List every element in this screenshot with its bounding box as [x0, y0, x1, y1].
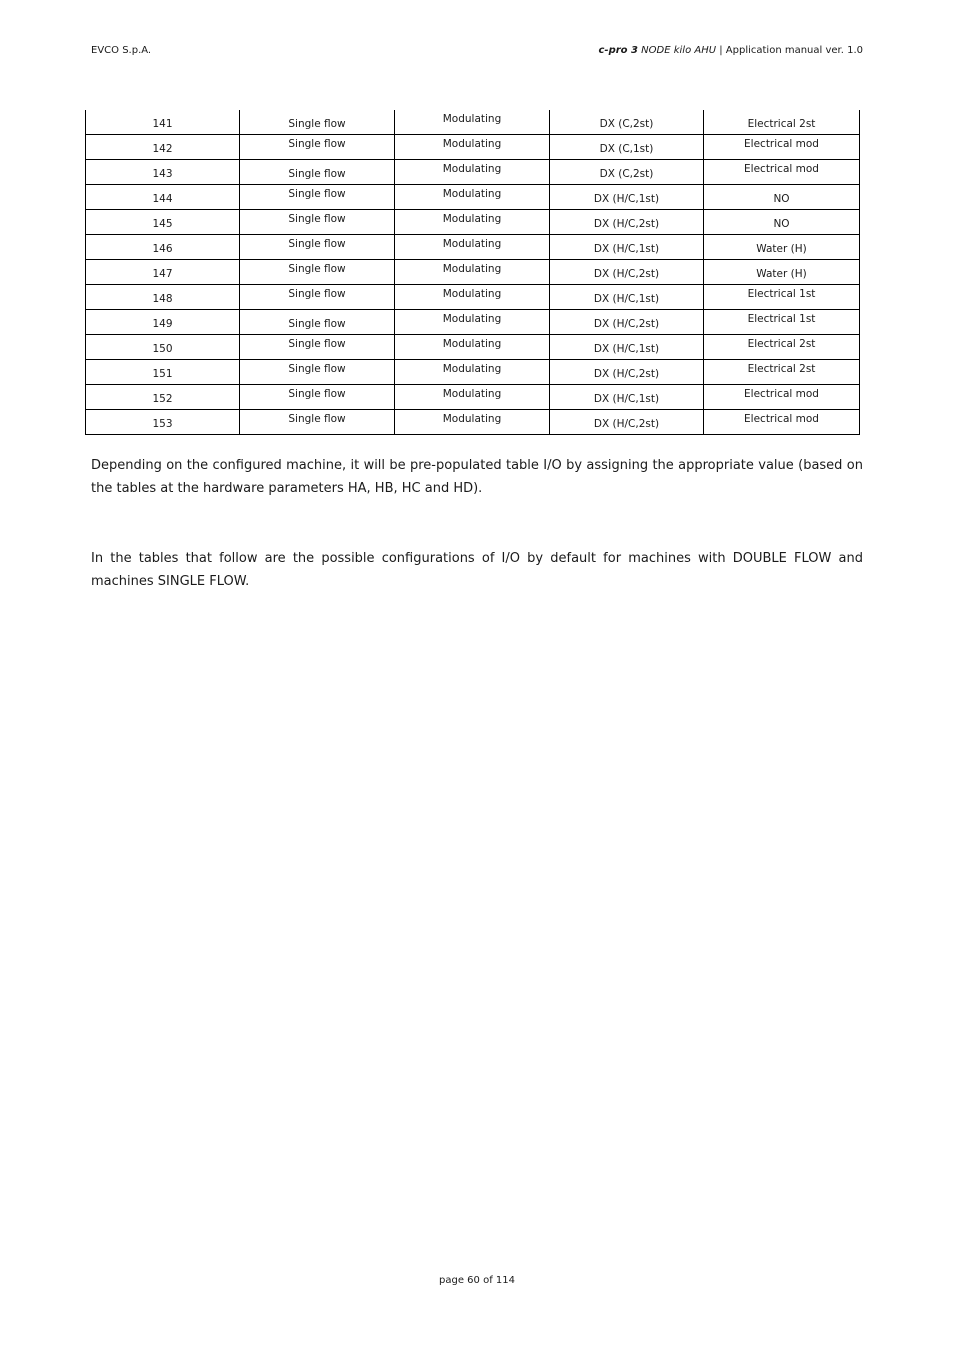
table-cell-cooling-type	[550, 360, 704, 385]
table-cell-text: Single flow	[288, 263, 346, 275]
table-cell-text: 152	[152, 393, 173, 405]
table-cell-text: Electrical 1st	[747, 288, 816, 300]
table-cell-flow-type	[240, 210, 395, 235]
table-cell-flow-type	[240, 160, 395, 185]
table-cell-config-number	[86, 385, 240, 410]
table-cell-text: Single flow	[288, 168, 346, 180]
table-cell-fan-type	[395, 310, 550, 335]
paragraph-default-configurations: In the tables that follow are the possible configurations of I/O by default for machines with DOUBLE FLOW and machines SINGLE FLOW.	[91, 551, 863, 589]
table-cell-text: Modulating	[442, 413, 502, 425]
table-cell-text: 145	[152, 218, 173, 230]
table-cell-text: Single flow	[288, 413, 346, 425]
configuration-table-body	[86, 110, 860, 435]
table-cell-text: Single flow	[288, 318, 346, 330]
table-cell-config-number	[86, 135, 240, 160]
table-cell-text: Electrical 1st	[747, 313, 816, 325]
table-cell-flow-type	[240, 135, 395, 160]
table-cell-text: Electrical mod	[744, 163, 819, 175]
table-cell-flow-type	[240, 410, 395, 435]
table-cell-cooling-type	[550, 260, 704, 285]
table-cell-config-number	[86, 410, 240, 435]
table-cell-config-number	[86, 185, 240, 210]
table-cell-config-number	[86, 235, 240, 260]
table-cell-heating-type	[704, 360, 860, 385]
table-cell-text: Single flow	[288, 238, 346, 250]
table-cell-heating-type	[704, 260, 860, 285]
table-row	[86, 360, 860, 385]
header-manual-version: | Application manual ver. 1.0	[719, 45, 863, 56]
table-cell-text: Single flow	[288, 288, 346, 300]
table-cell-text: 153	[152, 418, 173, 430]
table-cell-cooling-type	[550, 335, 704, 360]
table-cell-fan-type	[395, 160, 550, 185]
table-cell-text: DX (H/C,2st)	[593, 268, 660, 280]
table-cell-config-number	[86, 210, 240, 235]
table-cell-text: DX (H/C,2st)	[593, 318, 660, 330]
table-cell-text: Modulating	[442, 188, 502, 200]
table-row	[86, 260, 860, 285]
table-cell-heating-type	[704, 310, 860, 335]
table-cell-cooling-type	[550, 285, 704, 310]
table-cell-config-number	[86, 260, 240, 285]
table-row	[86, 235, 860, 260]
table-cell-text: DX (H/C,2st)	[593, 218, 660, 230]
table-cell-heating-type	[704, 110, 860, 135]
configuration-table	[85, 110, 860, 435]
paragraph-prepopulated-io: Depending on the configured machine, it will be pre-populated table I/O by assigning the appropriate value (based on the tables at the hardware parameters HA, HB, HC and HD).	[91, 458, 863, 496]
table-row	[86, 185, 860, 210]
table-cell-text: DX (C,2st)	[599, 168, 654, 180]
table-cell-cooling-type	[550, 185, 704, 210]
table-cell-text: DX (C,1st)	[599, 143, 654, 155]
table-row	[86, 410, 860, 435]
table-cell-text: DX (C,2st)	[599, 118, 654, 130]
table-cell-config-number	[86, 110, 240, 135]
table-cell-flow-type	[240, 185, 395, 210]
table-cell-text: 141	[152, 118, 173, 130]
table-cell-heating-type	[704, 410, 860, 435]
table-cell-text: Electrical 2st	[747, 118, 816, 130]
table-cell-text: Modulating	[442, 288, 502, 300]
table-cell-text: NO	[773, 193, 790, 205]
table-cell-fan-type	[395, 335, 550, 360]
table-cell-heating-type	[704, 185, 860, 210]
table-cell-flow-type	[240, 110, 395, 135]
table-cell-text: Single flow	[288, 118, 346, 130]
header-company: EVCO S.p.A.	[91, 45, 152, 56]
table-cell-text: 146	[152, 243, 173, 255]
table-cell-text: Modulating	[442, 163, 502, 175]
table-cell-config-number	[86, 285, 240, 310]
table-cell-fan-type	[395, 135, 550, 160]
header-product-name: c-pro 3	[598, 45, 638, 56]
table-cell-flow-type	[240, 335, 395, 360]
table-row	[86, 160, 860, 185]
table-cell-text: Modulating	[442, 238, 502, 250]
table-cell-flow-type	[240, 260, 395, 285]
table-cell-text: Single flow	[288, 363, 346, 375]
table-cell-flow-type	[240, 360, 395, 385]
table-cell-text: Modulating	[442, 363, 502, 375]
table-cell-text: Electrical mod	[744, 138, 819, 150]
table-row	[86, 385, 860, 410]
table-cell-config-number	[86, 310, 240, 335]
header-title	[599, 45, 864, 56]
table-cell-text: NO	[773, 218, 790, 230]
table-cell-text: 150	[152, 343, 173, 355]
table-cell-fan-type	[395, 285, 550, 310]
table-cell-text: Electrical 2st	[747, 338, 816, 350]
table-cell-heating-type	[704, 135, 860, 160]
header-product-model: NODE kilo AHU	[641, 45, 717, 56]
table-cell-text: Modulating	[442, 138, 502, 150]
table-cell-fan-type	[395, 410, 550, 435]
table-cell-text: Modulating	[442, 113, 502, 125]
table-cell-heating-type	[704, 385, 860, 410]
table-cell-text: 144	[152, 193, 173, 205]
table-cell-text: Modulating	[442, 338, 502, 350]
table-row	[86, 310, 860, 335]
table-cell-fan-type	[395, 185, 550, 210]
table-cell-flow-type	[240, 385, 395, 410]
page-number: page 60 of 114	[439, 1275, 515, 1286]
table-cell-cooling-type	[550, 210, 704, 235]
table-cell-cooling-type	[550, 160, 704, 185]
table-cell-config-number	[86, 335, 240, 360]
table-cell-flow-type	[240, 285, 395, 310]
table-cell-fan-type	[395, 110, 550, 135]
table-cell-text: Single flow	[288, 388, 346, 400]
table-cell-text: Single flow	[288, 188, 346, 200]
table-cell-text: 149	[152, 318, 173, 330]
table-cell-cooling-type	[550, 385, 704, 410]
table-cell-text: Electrical mod	[744, 388, 819, 400]
table-cell-text: 143	[152, 168, 173, 180]
table-cell-text: DX (H/C,1st)	[593, 293, 660, 305]
table-cell-fan-type	[395, 385, 550, 410]
table-cell-cooling-type	[550, 310, 704, 335]
table-row	[86, 210, 860, 235]
table-row	[86, 110, 860, 135]
table-cell-text: 151	[152, 368, 173, 380]
table-cell-cooling-type	[550, 135, 704, 160]
table-cell-text: Water (H)	[756, 268, 807, 280]
table-cell-text: DX (H/C,1st)	[593, 193, 660, 205]
table-cell-text: 148	[152, 293, 173, 305]
table-cell-heating-type	[704, 210, 860, 235]
table-cell-heating-type	[704, 285, 860, 310]
table-row	[86, 135, 860, 160]
table-cell-heating-type	[704, 335, 860, 360]
table-cell-heating-type	[704, 235, 860, 260]
table-cell-heating-type	[704, 160, 860, 185]
table-cell-text: Single flow	[288, 338, 346, 350]
table-cell-text: DX (H/C,1st)	[593, 393, 660, 405]
table-cell-text: Modulating	[442, 388, 502, 400]
table-cell-text: Electrical mod	[744, 413, 819, 425]
table-cell-flow-type	[240, 310, 395, 335]
table-cell-text: Single flow	[288, 213, 346, 225]
table-cell-config-number	[86, 160, 240, 185]
table-cell-text: DX (H/C,1st)	[593, 343, 660, 355]
table-cell-text: Modulating	[442, 213, 502, 225]
table-cell-text: Modulating	[442, 263, 502, 275]
table-cell-text: DX (H/C,1st)	[593, 243, 660, 255]
table-cell-cooling-type	[550, 110, 704, 135]
table-cell-text: 142	[152, 143, 173, 155]
table-cell-fan-type	[395, 260, 550, 285]
table-cell-text: Single flow	[288, 138, 346, 150]
table-cell-flow-type	[240, 235, 395, 260]
table-cell-cooling-type	[550, 235, 704, 260]
table-cell-text: 147	[152, 268, 173, 280]
table-cell-text: Modulating	[442, 313, 502, 325]
table-cell-cooling-type	[550, 410, 704, 435]
table-cell-text: DX (H/C,2st)	[593, 418, 660, 430]
table-cell-fan-type	[395, 235, 550, 260]
table-cell-config-number	[86, 360, 240, 385]
table-cell-text: Water (H)	[756, 243, 807, 255]
table-row	[86, 285, 860, 310]
table-cell-text: DX (H/C,2st)	[593, 368, 660, 380]
table-cell-text: Electrical 2st	[747, 363, 816, 375]
table-row	[86, 335, 860, 360]
table-cell-fan-type	[395, 210, 550, 235]
table-cell-fan-type	[395, 360, 550, 385]
